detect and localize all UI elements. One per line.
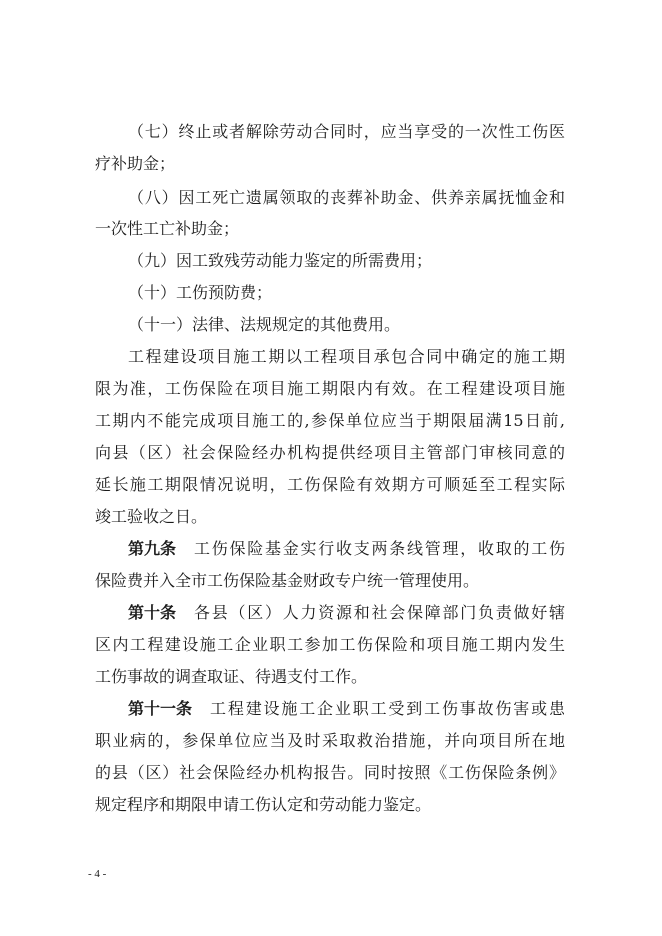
article-heading: 第十条 — [128, 603, 177, 622]
text-line: 各县（区）人力资源和社会保障部门负责做好辖 — [194, 603, 565, 622]
page-number: - 4 - — [88, 868, 107, 880]
text-line: 一次性工亡补助金； — [95, 219, 240, 238]
text-line: （十一）法律、法规规定的其他费用。 — [128, 315, 401, 334]
text-line: 延长施工期限情况说明，工伤保险有效期方可顺延至工程实际 — [95, 475, 565, 494]
text-line: 工程建设施工企业职工受到工伤事故伤害或患 — [210, 699, 565, 718]
text-line: 工伤事故的调查取证、待遇支付工作。 — [95, 667, 368, 686]
text-line: （七）终止或者解除劳动合同时，应当享受的一次性工伤医 — [128, 122, 565, 141]
text-line: 工期内不能完成项目施工的,参保单位应当于期限届满15日前, — [95, 411, 565, 430]
article-heading: 第十一条 — [128, 699, 193, 718]
text-line: 工程建设项目施工期以工程项目承包合同中确定的施工期 — [128, 347, 565, 366]
article-heading: 第九条 — [128, 539, 177, 558]
text-line: 保险费并入全市工伤保险基金财政专户统一管理使用。 — [95, 571, 480, 590]
text-line: 工伤保险基金实行收支两条线管理，收取的工伤 — [194, 539, 565, 558]
text-line: 疗补助金； — [95, 154, 176, 173]
text-line: 区内工程建设施工企业职工参加工伤保险和项目施工期内发生 — [95, 635, 565, 654]
text-line: 规定程序和期限申请工伤认定和劳动能力鉴定。 — [95, 795, 432, 814]
text-line: 职业病的，参保单位应当及时采取救治措施，并向项目所在地 — [95, 731, 565, 750]
text-line: 的县（区）社会保险经办机构报告。同时按照《工伤保险条例》 — [95, 763, 565, 782]
text-line: （十）工伤预防费； — [128, 283, 273, 302]
article-11-line — [128, 697, 565, 721]
article-9-line — [128, 537, 565, 561]
text-line: （八）因工死亡遗属领取的丧葬补助金、供养亲属抚恤金和 — [128, 188, 565, 207]
text-line: 限为准，工伤保险在项目施工期限内有效。在工程建设项目施 — [95, 379, 565, 398]
article-10-line — [128, 601, 565, 625]
text-line: （九）因工致残劳动能力鉴定的所需费用； — [128, 251, 433, 270]
text-line: 向县（区）社会保险经办机构提供经项目主管部门审核同意的 — [95, 443, 565, 462]
text-line: 竣工验收之日。 — [95, 507, 208, 526]
